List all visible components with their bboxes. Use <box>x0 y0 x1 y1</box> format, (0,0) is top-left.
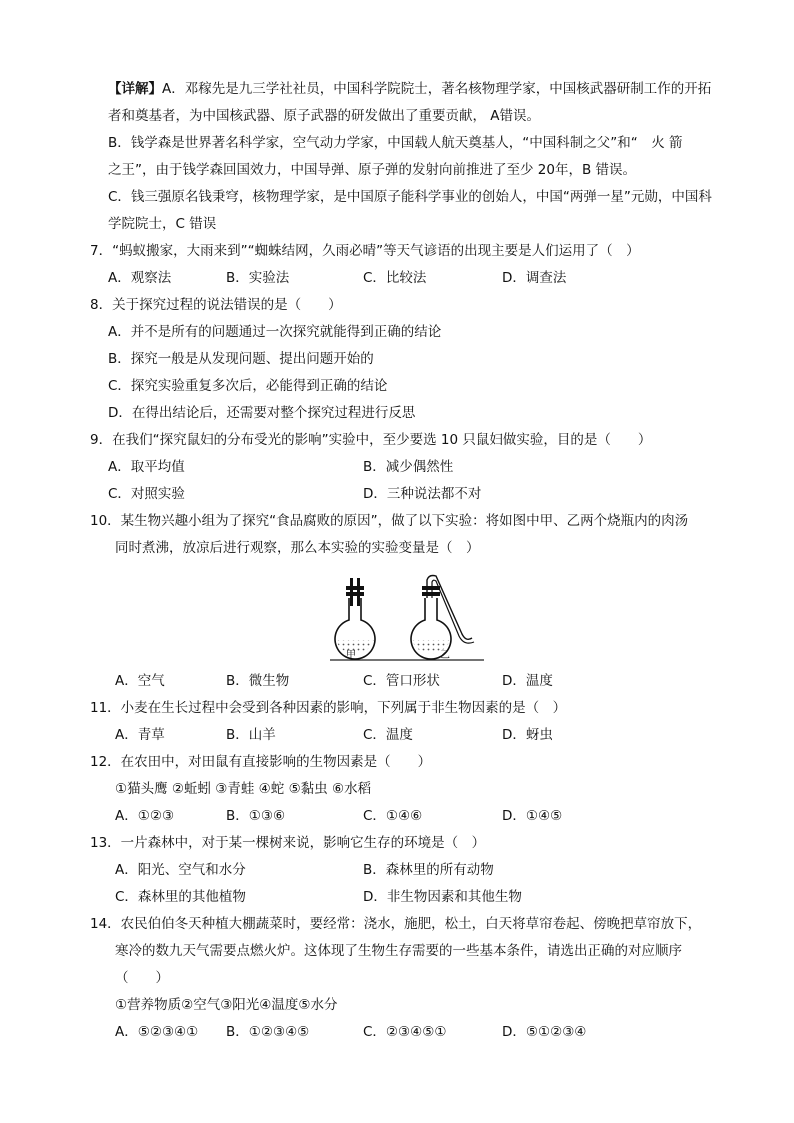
explanation-a-line2: 者和奠基者，为中国核武器、原子武器的研发做出了重要贡献， A错误。 <box>108 108 541 124</box>
question-14-option-c: C．②③④⑤① <box>363 1024 447 1040</box>
question-10-option-c: C．管口形状 <box>363 673 440 689</box>
question-8-stem: 8．关于探究过程的说法错误的是（ ） <box>90 297 342 313</box>
question-10-stem-line2: 同时煮沸，放凉后进行观察，那么本实验的实验变量是（ ） <box>115 540 480 556</box>
question-13-option-a: A．阳光、空气和水分 <box>115 862 246 878</box>
question-11-option-d: D．蚜虫 <box>502 727 553 743</box>
question-8-option-a: A．并不是所有的问题通过一次探究就能得到正确的结论 <box>108 324 442 340</box>
question-12-list: ①猫头鹰 ②蚯蚓 ③青蛙 ④蛇 ⑤黏虫 ⑥水稻 <box>115 781 372 797</box>
question-14-option-d: D．⑤①②③④ <box>502 1024 587 1040</box>
question-12-option-d: D．①④⑤ <box>502 808 563 824</box>
question-11-option-c: C．温度 <box>363 727 413 743</box>
flask-jia-stopper-band1 <box>346 586 364 590</box>
question-14-option-b: B．①②③④⑤ <box>226 1024 310 1040</box>
question-14-stem-line1: 14．农民伯伯冬天种植大棚蔬菜时，要经常：浇水，施肥，松土，白天将草帘卷起、傍晚把草帘放下， <box>90 916 702 932</box>
question-9-option-a: A．取平均值 <box>108 459 185 475</box>
explanation-b-line2: 之王”，由于钱学森回国效力，中国导弹、原子弹的发射向前推进了至少 20年，B 错误。 <box>108 162 637 178</box>
question-10-option-d: D．温度 <box>502 673 553 689</box>
question-7-option-b: B．实验法 <box>226 270 290 286</box>
flask-jia-stopper-band2 <box>346 592 364 596</box>
question-10-stem-line1: 10．某生物兴趣小组为了探究“食品腐败的原因”，做了以下实验：将如图中甲、乙两个烧瓶内的肉汤 <box>90 513 689 529</box>
question-7-option-d: D．调查法 <box>502 270 567 286</box>
question-13-option-c: C．森林里的其他植物 <box>115 889 246 905</box>
question-13-option-b: B．森林里的所有动物 <box>363 862 494 878</box>
question-13-option-d: D．非生物因素和其他生物 <box>363 889 522 905</box>
flask-yi-stopper-band2 <box>422 592 440 596</box>
question-7-option-a: A．观察法 <box>108 270 172 286</box>
question-12-option-a: A．①②③ <box>115 808 175 824</box>
flask-experiment-figure <box>326 572 496 666</box>
question-12-stem: 12．在农田中，对田鼠有直接影响的生物因素是（ ） <box>90 754 432 770</box>
question-11-stem: 11．小麦在生长过程中会受到各种因素的影响，下列属于非生物因素的是（ ） <box>90 700 567 716</box>
flask-diagram <box>326 572 496 666</box>
label-yi: 乙 <box>440 650 450 661</box>
label-jia: 甲 <box>346 650 356 661</box>
question-8-option-b: B．探究一般是从发现问题、提出问题开始的 <box>108 351 374 367</box>
explanation-prefix: 【详解】 <box>108 81 162 97</box>
flask-jia <box>335 578 375 661</box>
question-13-stem: 13．一片森林中，对于某一棵树来说，影响它生存的环境是（ ） <box>90 835 486 851</box>
question-9-option-c: C．对照实验 <box>108 486 185 502</box>
explanation-a-line1: 【详解】A．邓稼先是九三学社社员，中国科学院院士，著名核物理学家，中国核武器研制工作的开拓 <box>108 81 712 97</box>
question-8-option-c: C．探究实验重复多次后，必能得到正确的结论 <box>108 378 388 394</box>
explanation-b-line1: B．钱学森是世界著名科学家，空气动力学家，中国载人航天奠基人，“中国科制之父”和“ 火 箭 <box>108 135 683 151</box>
question-9-stem: 9．在我们“探究鼠妇的分布受光的影响”实验中，至少要选 10 只鼠妇做实验，目的是（ ） <box>90 432 652 448</box>
question-7-stem: 7．“蚂蚁搬家，大雨来到”“蜘蛛结网，久雨必晴”等天气谚语的出现主要是人们运用了（ ） <box>90 243 640 259</box>
question-12-option-c: C．①④⑥ <box>363 808 423 824</box>
explanation-c-line1: C．钱三强原名钱秉穹，核物理学家，是中国原子能科学事业的创始人，中国“两弹一星”元勋，中国科 <box>108 189 712 205</box>
flask-yi-stopper-band1 <box>422 586 440 590</box>
flask-yi <box>411 576 474 662</box>
explanation-c-line2: 学院院士，C 错误 <box>108 216 217 232</box>
question-14-option-a: A．⑤②③④① <box>115 1024 199 1040</box>
question-14-list: ①营养物质②空气③阳光④温度⑤水分 <box>115 997 338 1013</box>
question-14-stem-line3: （ ） <box>115 970 169 986</box>
question-9-option-d: D．三种说法都不对 <box>363 486 482 502</box>
question-7-option-c: C．比较法 <box>363 270 427 286</box>
question-11-option-a: A．青草 <box>115 727 165 743</box>
question-14-stem-line2: 寒冷的数九天气需要点燃火炉。这体现了生物生存需要的一些基本条件，请选出正确的对应顺序 <box>115 943 682 959</box>
question-10-option-b: B．微生物 <box>226 673 290 689</box>
question-11-option-b: B．山羊 <box>226 727 276 743</box>
question-10-option-a: A．空气 <box>115 673 165 689</box>
question-9-option-b: B．减少偶然性 <box>363 459 454 475</box>
question-12-option-b: B．①③⑥ <box>226 808 286 824</box>
question-8-option-d: D．在得出结论后，还需要对整个探究过程进行反思 <box>108 405 416 421</box>
